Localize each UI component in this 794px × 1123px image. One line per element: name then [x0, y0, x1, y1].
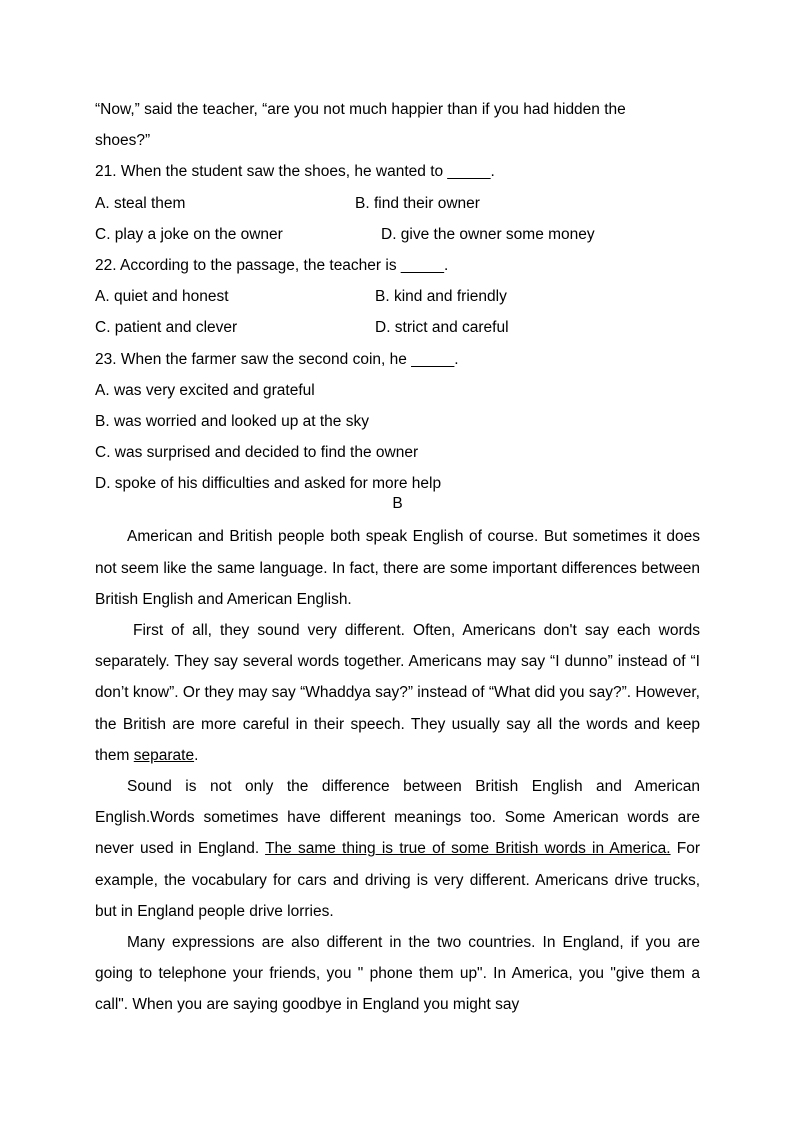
paragraph-text: First of all, they sound very different. Often, Americans don't say each words separately. They say several words together. Americans may say “I dunno” instead of “I don’t know”. Or they may say “Whaddya say?” instead of “What did you say?”. However, the British are more careful in their speech. They usually say all the words and keep them: [95, 622, 700, 764]
paragraph-text: Sound is not only the difference between British English and American English.Words sometimes have different meanings too. Some American words are never used in England.: [95, 778, 700, 858]
text-line: “Now,” said the teacher, “are you not much happier than if you had hidden the: [95, 101, 626, 118]
option-a: A. steal them: [95, 194, 186, 212]
section-heading: B: [392, 495, 403, 513]
question-22-options-row-1: [95, 281, 700, 312]
passage-paragraph-1: American and British people both speak English of course. But sometimes it does not seem like the same language. In fact, there are some important differences between British English and American English.: [95, 528, 700, 608]
option-d: D. spoke of his difficulties and asked for more help: [95, 475, 442, 493]
question-21-stem: 21. When the student saw the shoes, he wanted to _____.: [95, 163, 495, 181]
option-a: A. was very excited and grateful: [95, 381, 315, 399]
option-d: D. strict and careful: [375, 319, 509, 337]
paragraph-text: .: [194, 746, 199, 764]
question-23-stem: 23. When the farmer saw the second coin, he _____.: [95, 350, 459, 368]
option-c: C. patient and clever: [95, 319, 238, 337]
option-b: B. kind and friendly: [375, 288, 507, 306]
option-d: D. give the owner some money: [381, 225, 595, 243]
underlined-sentence: The same thing is true of some British words in America.: [265, 840, 671, 858]
option-a: A. quiet and honest: [95, 288, 229, 306]
question-22-stem: 22. According to the passage, the teacher is _____.: [95, 256, 449, 274]
passage-paragraph-2: [95, 615, 700, 771]
underlined-word: separate: [133, 746, 195, 764]
question-21-options-row-1: [95, 188, 700, 219]
option-b: B. find their owner: [355, 194, 480, 212]
option-b: B. was worried and looked up at the sky: [95, 412, 369, 430]
question-21-options-row-2: [95, 219, 700, 250]
option-c: C. was surprised and decided to find the owner: [95, 444, 419, 462]
passage-paragraph-3: [95, 771, 700, 927]
option-c: C. play a joke on the owner: [95, 225, 283, 243]
passage-paragraph-4: Many expressions are also different in the two countries. In England, if you are going to telephone your friends, you " phone them up". In America, you "give them a call". When you are saying goodbye in England you might say: [95, 934, 700, 1014]
document-page: [95, 94, 700, 1021]
question-22-options-row-2: [95, 312, 700, 343]
text-line: shoes?”: [95, 132, 151, 150]
paragraph-text: For example, the vocabulary for cars and driving is very different. Americans drive trucks, but in England people drive lorries.: [95, 840, 701, 920]
